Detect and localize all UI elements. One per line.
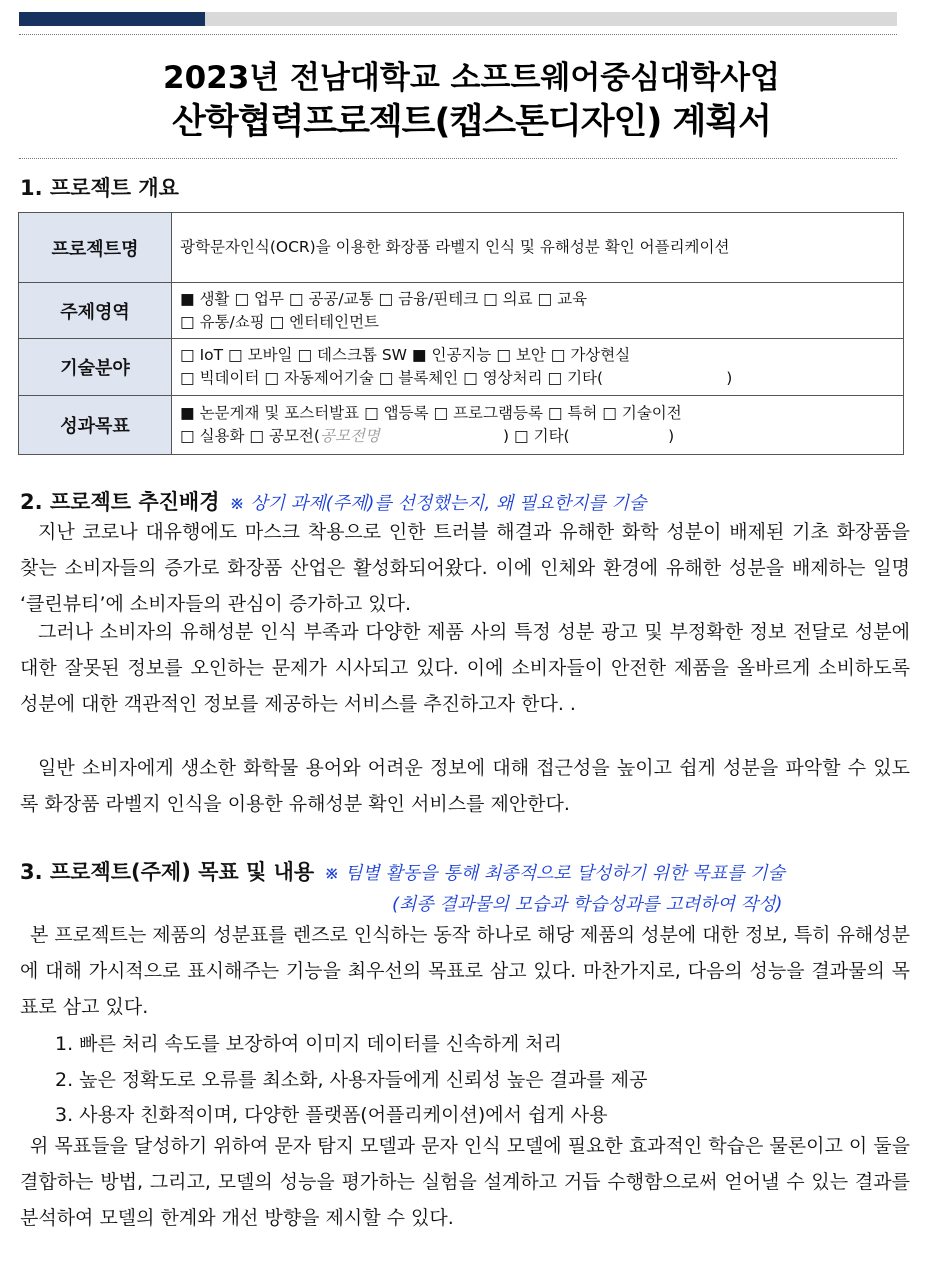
title-line-2: 산학협력프로젝트(캡스톤디자인) 계획서 bbox=[172, 102, 771, 142]
label-goals: 성과목표 bbox=[19, 396, 172, 455]
goal-item-2: 2. 높은 정확도로 오류를 최소화, 사용자들에게 신뢰성 높은 결과를 제공 bbox=[55, 1069, 648, 1091]
row-project-name bbox=[19, 213, 904, 283]
overview-table bbox=[18, 212, 904, 455]
goals-outro-paragraph: 위 목표들을 달성하기 위하여 문자 탐지 모델과 문자 인식 모델에 필요한 효과적인 학습은 물론이고 이 둘을 결합하는 방법, 그리고, 모델의 성능을 평가하는 실험을 설계하고 거듭 수행함으로써 얻어낼 수 있는 결과를 분석하여 모델의 한계와 개선 방향을 제시할 수 있다. bbox=[20, 1135, 910, 1229]
divider-title bbox=[19, 158, 897, 159]
label-project-name: 프로젝트명 bbox=[19, 213, 172, 283]
topic-area-line-1: ■ 생활 □ 업무 □ 공공/교통 □ 금융/핀테크 □ 의료 □ 교육 bbox=[180, 289, 588, 308]
tech-field-line-2: □ 빅데이터 □ 자동제어기술 □ 블록체인 □ 영상처리 □ 기타( ) bbox=[180, 369, 733, 387]
goals-intro-paragraph: 본 프로젝트는 제품의 성분표를 렌즈로 인식하는 동작 하나로 해당 제품의 성분에 대한 정보, 특히 유해성분에 대해 가시적으로 표시해주는 기능을 최우선의 목표로 삼고 있다. 마찬가지로, 다음의 성능을 결과물의 목표로 삼고 있다. bbox=[20, 924, 910, 1018]
value-goals bbox=[172, 396, 904, 455]
section3-title: 3. 프로젝트(주제) 목표 및 내용 bbox=[20, 860, 315, 884]
row-topic-area bbox=[19, 283, 904, 339]
project-name-text: 광학문자인식(OCR)을 이용한 화장품 라벨지 인식 및 유해성분 확인 어플리케이션 bbox=[180, 238, 730, 256]
goals-line-2-start: □ 실용화 □ 공모전( bbox=[180, 427, 320, 445]
goal-item-3: 3. 사용자 친화적이며, 다양한 플랫폼(어플리케이션)에서 쉽게 사용 bbox=[55, 1104, 608, 1126]
title-line-1: 2023년 전남대학교 소프트웨어중심대학사업 bbox=[163, 60, 780, 96]
background-paragraph-3: 일반 소비자에게 생소한 화학물 용어와 어려운 정보에 대해 접근성을 높이고 쉽게 성분을 파악할 수 있도록 화장품 라벨지 인식을 이용한 유해성분 확인 서비스를 제안한다. bbox=[20, 757, 910, 815]
background-paragraph-1: 지난 코로나 대유행에도 마스크 착용으로 인한 트러블 해결과 유해한 화학 성분이 배제된 기초 화장품을 찾는 소비자들의 증가로 화장품 산업은 활성화되어왔다. 이에 인체와 환경에 유해한 성분을 배제하는 일명 ‘클린뷰티’에 소비자들의 관심이 증가하고 있다. bbox=[20, 521, 910, 615]
section3-heading bbox=[20, 856, 785, 886]
label-tech-field: 기술분야 bbox=[19, 339, 172, 396]
section2-title: 2. 프로젝트 추진배경 bbox=[20, 490, 220, 514]
topic-area-line-2: □ 유통/쇼핑 □ 엔터테인먼트 bbox=[180, 312, 380, 331]
value-topic-area bbox=[172, 283, 904, 339]
divider-top bbox=[19, 34, 897, 35]
header-bar bbox=[19, 12, 897, 26]
section3-note-2: (최종 결과물의 모습과 학습성과를 고려하여 작성) bbox=[392, 894, 783, 915]
section2-note: ※ 상기 과제(주제)를 선정했는지, 왜 필요한지를 기술 bbox=[229, 493, 647, 514]
section2-heading bbox=[20, 486, 646, 516]
goals-line-2 bbox=[180, 425, 895, 448]
contest-name-placeholder: 공모전명 bbox=[319, 427, 380, 445]
tech-field-line-1: □ IoT □ 모바일 □ 데스크톱 SW ■ 인공지능 □ 보안 □ 가상현실 bbox=[180, 346, 631, 364]
section3-note: ※ 팀별 활동을 통해 최종적으로 달성하기 위한 목표를 기술 bbox=[324, 863, 785, 884]
row-tech-field bbox=[19, 339, 904, 396]
value-tech-field bbox=[172, 339, 904, 396]
goal-item-1: 1. 빠른 처리 속도를 보장하여 이미지 데이터를 신속하게 처리 bbox=[55, 1033, 562, 1055]
section1-heading: 1. 프로젝트 개요 bbox=[20, 176, 179, 200]
label-topic-area: 주제영역 bbox=[19, 283, 172, 339]
goals-line-2-end: ) □ 기타( ) bbox=[379, 427, 675, 445]
value-project-name bbox=[172, 213, 904, 283]
background-paragraph-2: 그러나 소비자의 유해성분 인식 부족과 다양한 제품 사의 특정 성분 광고 및 부정확한 정보 전달로 성분에 대한 잘못된 정보를 오인하는 문제가 시사되고 있다. 이에 소비자들이 안전한 제품을 올바르게 소비하도록 성분에 대한 객관적인 정보를 제공하는 서비스를 추진하고자 한다. . bbox=[20, 621, 910, 715]
goals-line-1: ■ 논문게재 및 포스터발표 □ 앱등록 □ 프로그램등록 □ 특허 □ 기술이전 bbox=[180, 404, 682, 422]
header-bar-accent bbox=[19, 12, 205, 26]
row-goals bbox=[19, 396, 904, 455]
